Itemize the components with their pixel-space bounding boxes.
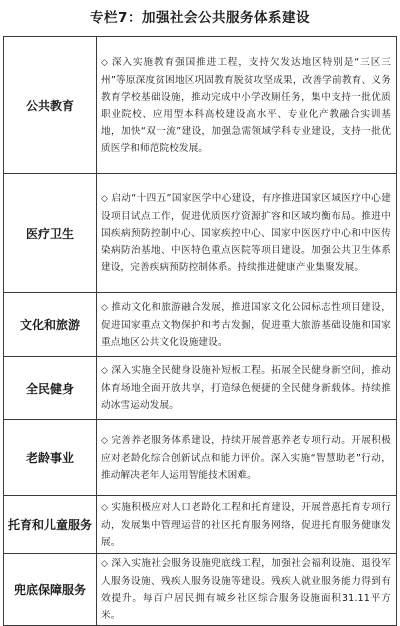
table-row [4,37,397,174]
row-description [97,37,397,174]
diamond-bullet-icon: ◇ [101,502,109,513]
row-category: 老龄事业 [4,420,97,496]
table-row [4,293,397,357]
row-description [97,554,397,626]
project-table [3,36,397,626]
row-category: 公共教育 [4,37,97,174]
row-text: 实施积极应对人口老龄化工程和托育建设，开展普惠托育专项行动，发展集中管理运营的社区托育服务网络，促进托育服务健康发展。 [101,501,391,548]
row-text: 完善养老服务体系建设，持续开展普惠养老专项行动。开展积极应对老龄化综合创新试点和能力评价。深入实施“智慧助老”行动，推动解决老年人运用智能技术困难。 [101,434,391,481]
row-description [97,420,397,496]
row-category: 兜底保障服务 [4,554,97,626]
row-text: 推动文化和旅游融合发展，推进国家文化公园标志性项目建设，促进国家重点文物保护和考古发掘，促进重大旅游基础设施和国家重点地区公共文化设施建设。 [101,301,391,348]
row-description [97,293,397,357]
row-description [97,496,397,554]
row-description [97,357,397,420]
row-category: 全民健身 [4,357,97,420]
table-row [4,357,397,420]
row-description [97,174,397,293]
table-row [4,554,397,626]
diamond-bullet-icon: ◇ [101,366,109,376]
row-text: 深入实施社会服务设施兜底线工程，加强社会福利设施、退役军人服务设施、残疾人服务设施等建设。残疾人就业服务能力得到有效提升。每百户居民拥有城乡社区综合服务设施面积31.11平方米。 [101,558,391,621]
diamond-bullet-icon: ◇ [101,194,109,204]
row-category: 医疗卫生 [4,174,97,293]
table-row [4,420,397,496]
diamond-bullet-icon: ◇ [101,302,109,313]
row-text: 启动“十四五”国家医学中心建设，有序推进国家区域医疗中心建设项目试点工作，促进优质医疗资源扩容和区域均衡布局。推进中国疾病预防控制中心、国家疾控中心、国家中医医疗中心和中医传染病防治基地、中医特色重点医院等项目建设。加强公共卫生体系建设，完善疾病预防控制体系。持续推进健康产业集聚发展。 [101,193,391,273]
row-text: 深入实施全民健身设施补短板工程。拓展全民健身新空间，推动体育场地全面开放共享，打造绿色便捷的全民健身新载体。持续推动冰雪运动发展。 [101,365,391,411]
table-row [4,174,397,293]
diamond-bullet-icon: ◇ [101,57,109,68]
row-category: 托育和儿童服务 [4,496,97,554]
row-category: 文化和旅游 [4,293,97,357]
diamond-bullet-icon: ◇ [101,435,109,446]
page-title: 专栏7：加强社会公共服务体系建设 [90,10,310,26]
row-text: 深入实施教育强国推进工程，支持欠发达地区特别是“三区三州”等原深度贫困地区巩固教育脱贫攻坚成果，改善学前教育、义务教育学校基础设施，推动完成中小学改厕任务，集中支持一批优质职业院校、应用型本科高校建设高水平、专业化产教融合实训基地，加快“双一流”建设，加强急需领域学科专业建设，支持一批优质医学和师范院校发展。 [101,56,391,154]
table-row [4,496,397,554]
diamond-bullet-icon: ◇ [101,559,109,569]
